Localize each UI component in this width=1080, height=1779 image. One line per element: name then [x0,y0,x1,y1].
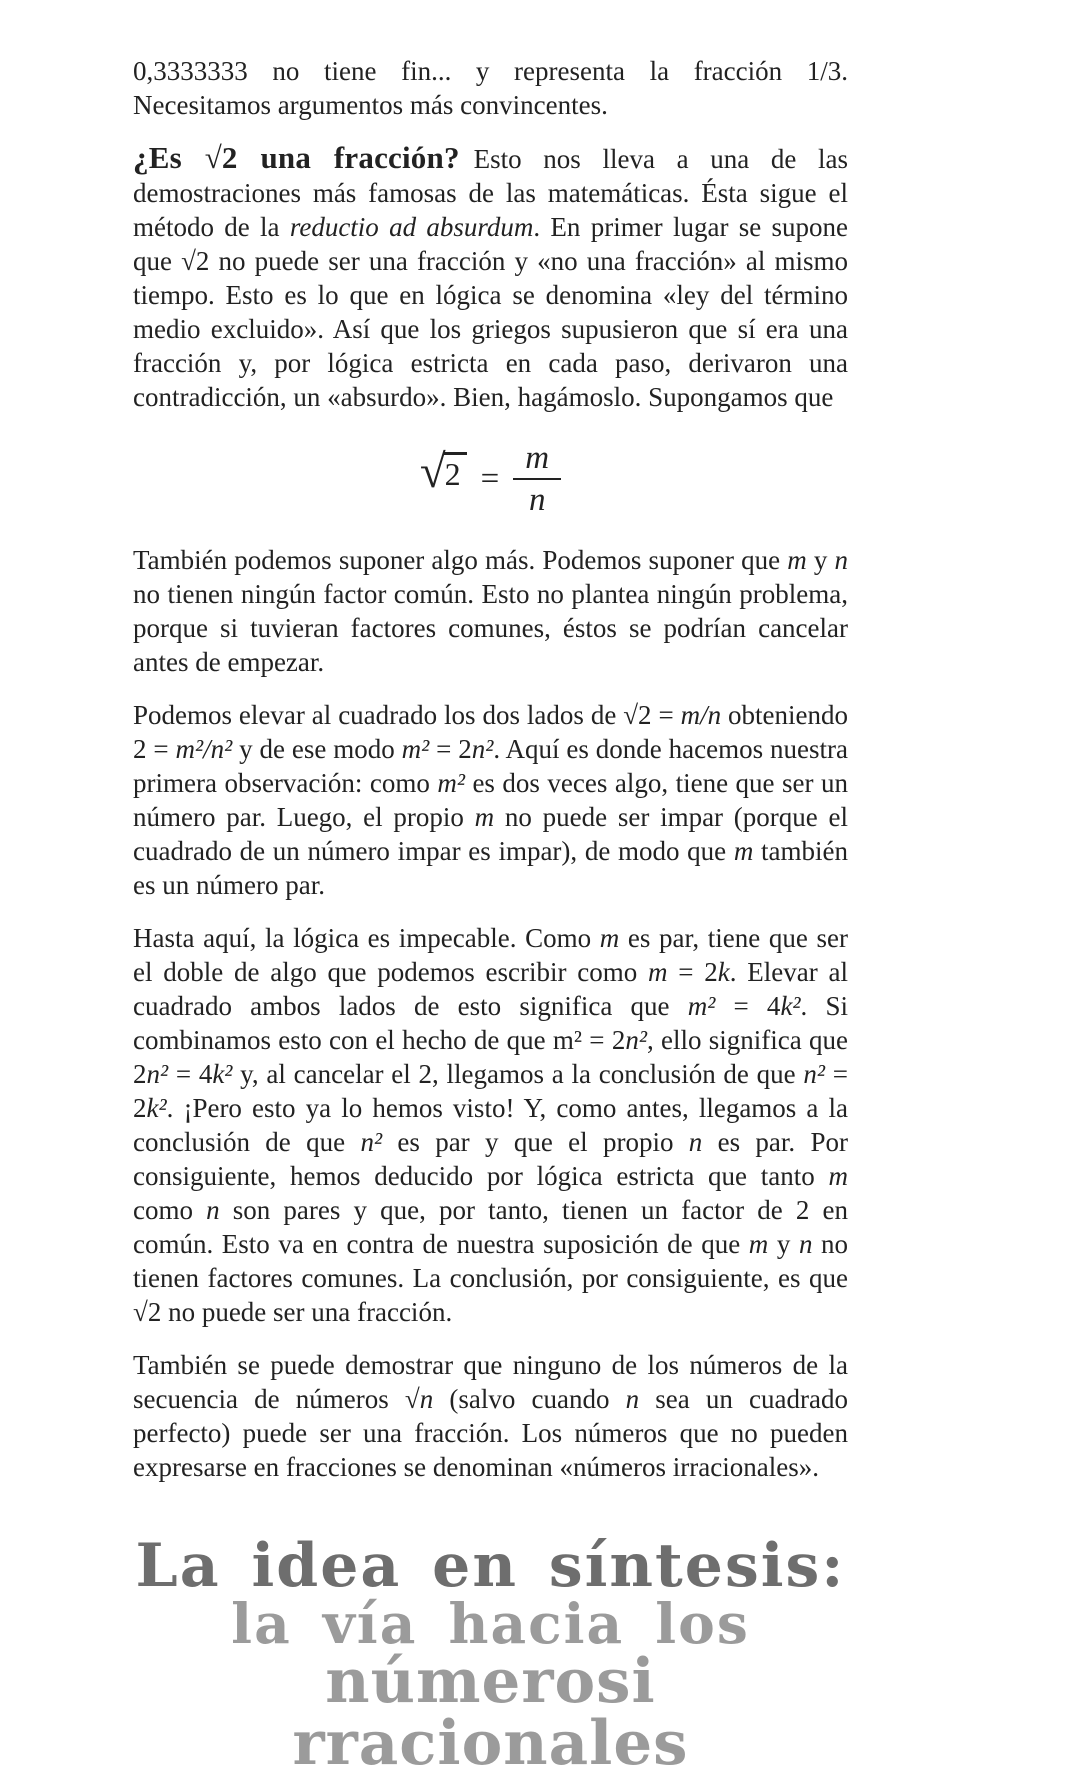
text-run: , ello significa que 2 [133,1025,849,1089]
text-run: . Elevar al cuadrado ambos lados de esto significa que [133,957,848,1021]
text-run: Esto nos lleva a una de las demostraciones más famosas de las matemáticas. Ésta sigue el método de la [133,144,848,242]
text-run: . En primer lugar se supone que √2 no puede ser una fracción y «no una fracción» al mismo tiempo. Esto es lo que en lógica se denomina «ley del término medio excluido». Así que los griegos supusieron que sí era una fracción y, por lógica estricta en cada paso, derivaron una contradicción, un «absurdo». Bien, hagámoslo. Supongamos que [133,212,848,412]
text-run: = 2 [429,734,472,764]
text-run: m²/n² [175,734,233,764]
text-run: m [599,923,620,953]
text-run: (salvo cuando [433,1384,626,1414]
text-run: m [474,802,495,832]
sqrt2-equals-m-over-n-formula [133,438,848,518]
text-run: k² [212,1059,233,1089]
text-run: 0,3333333 no tiene fin... y representa la fracción 1/3. Necesitamos argumentos más convincentes. [133,56,848,120]
text-run: . ¡Pero esto ya lo hemos visto! Y, como antes, llegamos a la conclusión de que [133,1093,848,1157]
runin-heading: ¿Es √2 una fracción? [133,140,460,175]
text-run: es dos veces algo, tiene que ser un número par. Luego, el propio [133,768,848,832]
text-run: y de ese modo [232,734,402,764]
text-run: k² [146,1093,167,1123]
question-paragraph [133,141,848,414]
squaring-paragraph [133,698,848,902]
text-run: n [419,1384,434,1414]
chapter-summary-title [133,1531,848,1779]
text-run: m [648,957,668,987]
text-run: n² [625,1025,647,1055]
text-run: también es un número par. [133,836,848,900]
text-run: = 4 [715,991,781,1021]
text-run: m [733,836,754,866]
text-run: m [748,1229,769,1259]
text-run: = 2 [133,1059,848,1123]
text-run: no tienen factores comunes. La conclusión, por consiguiente, es que √2 no puede ser una fracción. [133,1229,849,1327]
text-run: es par y que el propio [382,1127,689,1157]
text-run: n [798,1229,813,1259]
text-run: m/n [680,700,722,730]
text-run: También podemos suponer algo más. Podemos suponer que [133,545,788,575]
text-run: m [828,1161,848,1191]
text-run: y [768,1229,799,1259]
fraction-numerator: m [513,442,561,480]
square-root-expression [419,446,467,499]
text-run: = 2 [667,957,718,987]
radicand: 2 [444,452,467,493]
text-run: = 4 [168,1059,213,1089]
summary-title-line-1: La idea en síntesis: [135,1531,846,1601]
logic-contradiction-paragraph [133,921,848,1329]
text-run: es par. Por consiguiente, hemos deducido por lógica estricta que tanto [133,1127,848,1191]
summary-title-line-3: númerosi rracionales [292,1646,689,1779]
intro-paragraph [133,54,848,122]
text-run: n² [471,734,494,764]
text-run: n² [803,1059,826,1089]
text-run: n² [146,1059,169,1089]
text-run: k [717,957,730,987]
summary-title-line-2: la vía hacia los [231,1591,750,1657]
text-run: como [133,1195,207,1225]
text-run: y [806,545,835,575]
equals-sign: = [480,461,500,497]
text-run: n [834,545,848,575]
text-run: m² [437,768,465,798]
text-run: reductio ad absurdum [289,212,534,242]
text-run: Podemos elevar al cuadrado los dos lados de √2 = [133,700,681,730]
text-run: m [787,545,807,575]
text-run: También se puede demostrar que ninguno de los números de la secuencia de números √ [133,1350,848,1414]
text-run: . Aquí es donde hacemos nuestra primera observación: como [133,734,848,798]
text-run: m² [401,734,430,764]
radical-sign: √ [419,446,446,498]
text-run: sea un cuadrado perfecto) puede ser una fracción. Los números que no pueden expresarse en fracciones se denominan «números irracionales». [133,1384,848,1482]
text-run: son pares y que, por tanto, tienen un factor de 2 en común. Esto va en contra de nuestra suposición de que [133,1195,848,1259]
fraction-m-over-n [513,442,561,517]
text-run: n [206,1195,220,1225]
text-run: n² [360,1127,383,1157]
text-run: y, al cancelar el 2, llegamos a la conclusión de que [232,1059,804,1089]
text-run: obteniendo 2 = [133,700,848,764]
text-run: no tienen ningún factor común. Esto no plantea ningún problema, porque si tuvieran factores comunes, éstos se podrían cancelar antes de empezar. [133,579,848,677]
text-run: m² [687,991,716,1021]
text-run: no puede ser impar (porque el cuadrado de un número impar es impar), de modo que [133,802,848,866]
text-run: es par, tiene que ser el doble de algo que podemos escribir como [133,923,849,987]
fraction-denominator: n [528,482,546,518]
text-run: Hasta aquí, la lógica es impecable. Como [133,923,600,953]
text-run: n [625,1384,640,1414]
assumption-paragraph [133,543,848,679]
text-run: n [688,1127,703,1157]
text-run: . Si combinamos esto con el hecho de que m² = 2 [133,991,848,1055]
irrational-numbers-paragraph [133,1348,848,1484]
text-run: k² [780,991,801,1021]
